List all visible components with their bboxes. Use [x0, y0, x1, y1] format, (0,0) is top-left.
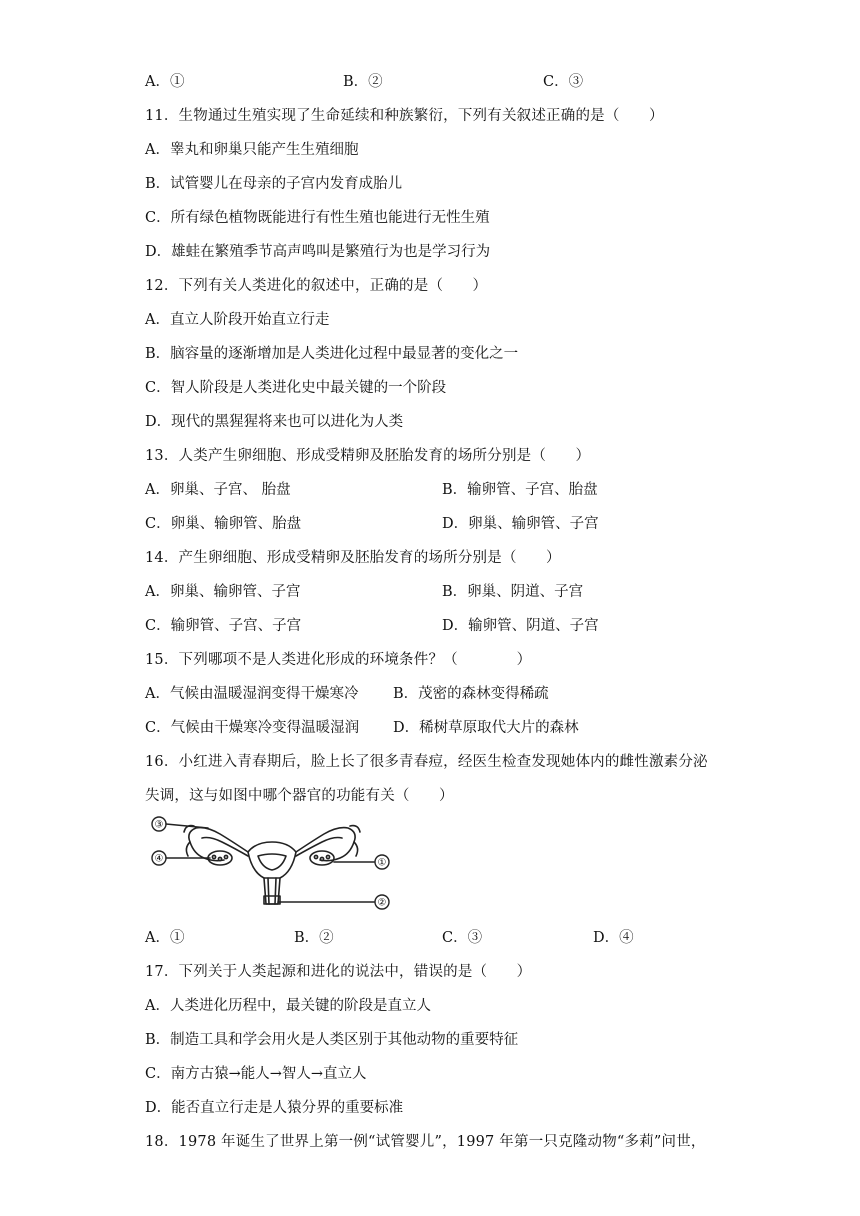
figure-label-1: ①: [377, 857, 387, 869]
q15-option-d: D．稀树草原取代大片的森林: [393, 720, 579, 736]
q13-stem: 13．人类产生卵细胞、形成受精卵及胚胎发育的场所分别是（ ）: [145, 448, 591, 464]
q14-option-b: B．卵巢、阴道、子宫: [442, 584, 584, 600]
q16-option-c: C．③: [442, 930, 483, 946]
q11-option-b: B．试管婴儿在母亲的子宫内发育成胎儿: [145, 176, 403, 192]
figure-label-4: ④: [154, 853, 164, 865]
q16-stem-line1: 16．小红进入青春期后，脸上长了很多青春痘，经医生检查发现她体内的雌性激素分泌: [145, 754, 708, 770]
q17-stem: 17．下列关于人类起源和进化的说法中，错误的是（ ）: [145, 964, 532, 980]
q14-option-d: D．输卵管、阴道、子宫: [442, 618, 599, 634]
q11-option-d: D．雄蛙在繁殖季节高声鸣叫是繁殖行为也是学习行为: [145, 244, 491, 260]
q17-option-d: D．能否直立行走是人猿分界的重要标准: [145, 1100, 404, 1116]
q12-option-a: A．直立人阶段开始直立行走: [145, 312, 330, 328]
q14-option-c: C．输卵管、子宫、子宫: [145, 618, 302, 634]
q12-option-b: B．脑容量的逐渐增加是人类进化过程中最显著的变化之一: [145, 346, 519, 362]
female-reproductive-system-figure: [150, 812, 402, 916]
q15-option-b: B．茂密的森林变得稀疏: [393, 686, 549, 702]
q13-option-d: D．卵巢、输卵管、子宫: [442, 516, 599, 532]
q10-option-c: C．③: [543, 74, 584, 90]
q13-option-c: C．卵巢、输卵管、胎盘: [145, 516, 302, 532]
q15-options-row2: [145, 718, 765, 738]
q14-stem: 14．产生卵细胞、形成受精卵及胚胎发育的场所分别是（ ）: [145, 550, 561, 566]
q14-options-row2: [145, 616, 765, 636]
q16-options: [145, 928, 765, 948]
q15-option-a: A．气候由温暖湿润变得干燥寒冷: [145, 686, 359, 702]
q15-stem: 15．下列哪项不是人类进化形成的环境条件？（ ）: [145, 652, 532, 668]
q17-option-a: A．人类进化历程中，最关键的阶段是直立人: [145, 998, 431, 1014]
q17-option-c: C．南方古猿→能人→智人→直立人: [145, 1066, 367, 1082]
q16-stem-line2: 失调，这与如图中哪个器官的功能有关（ ）: [145, 788, 454, 804]
q12-option-d: D．现代的黑猩猩将来也可以进化为人类: [145, 414, 404, 430]
figure-label-2: ②: [377, 897, 387, 909]
q13-option-b: B．输卵管、子宫、胎盘: [442, 482, 598, 498]
q12-stem: 12．下列有关人类进化的叙述中，正确的是（ ）: [145, 278, 488, 294]
q13-option-a: A．卵巢、子宫、 胎盘: [145, 482, 291, 498]
q12-option-c: C．智人阶段是人类进化史中最关键的一个阶段: [145, 380, 447, 396]
q13-options-row2: [145, 514, 765, 534]
figure-label-3: ③: [154, 819, 164, 831]
q11-stem: 11．生物通过生殖实现了生命延续和种族繁衍，下列有关叙述正确的是（ ）: [145, 108, 664, 124]
q10-option-b: B．②: [343, 74, 383, 90]
q14-options-row1: [145, 582, 765, 602]
q10-option-a: A．①: [145, 74, 185, 90]
q16-option-a: A．①: [145, 930, 185, 946]
q15-option-c: C．气候由干燥寒冷变得温暖湿润: [145, 720, 360, 736]
q10-options: [145, 72, 765, 92]
q11-option-a: A．睾丸和卵巢只能产生生殖细胞: [145, 142, 359, 158]
q16-option-b: B．②: [294, 930, 334, 946]
q14-option-a: A．卵巢、输卵管、子宫: [145, 584, 301, 600]
q18-stem-line1: 18．1978 年诞生了世界上第一例“试管婴儿”，1997 年第一只克隆动物“多莉”问世，: [145, 1134, 706, 1150]
q16-option-d: D．④: [593, 930, 634, 946]
q13-options-row1: [145, 480, 765, 500]
q11-option-c: C．所有绿色植物既能进行有性生殖也能进行无性生殖: [145, 210, 490, 226]
q15-options-row1: [145, 684, 765, 704]
q17-option-b: B．制造工具和学会用火是人类区别于其他动物的重要特征: [145, 1032, 519, 1048]
